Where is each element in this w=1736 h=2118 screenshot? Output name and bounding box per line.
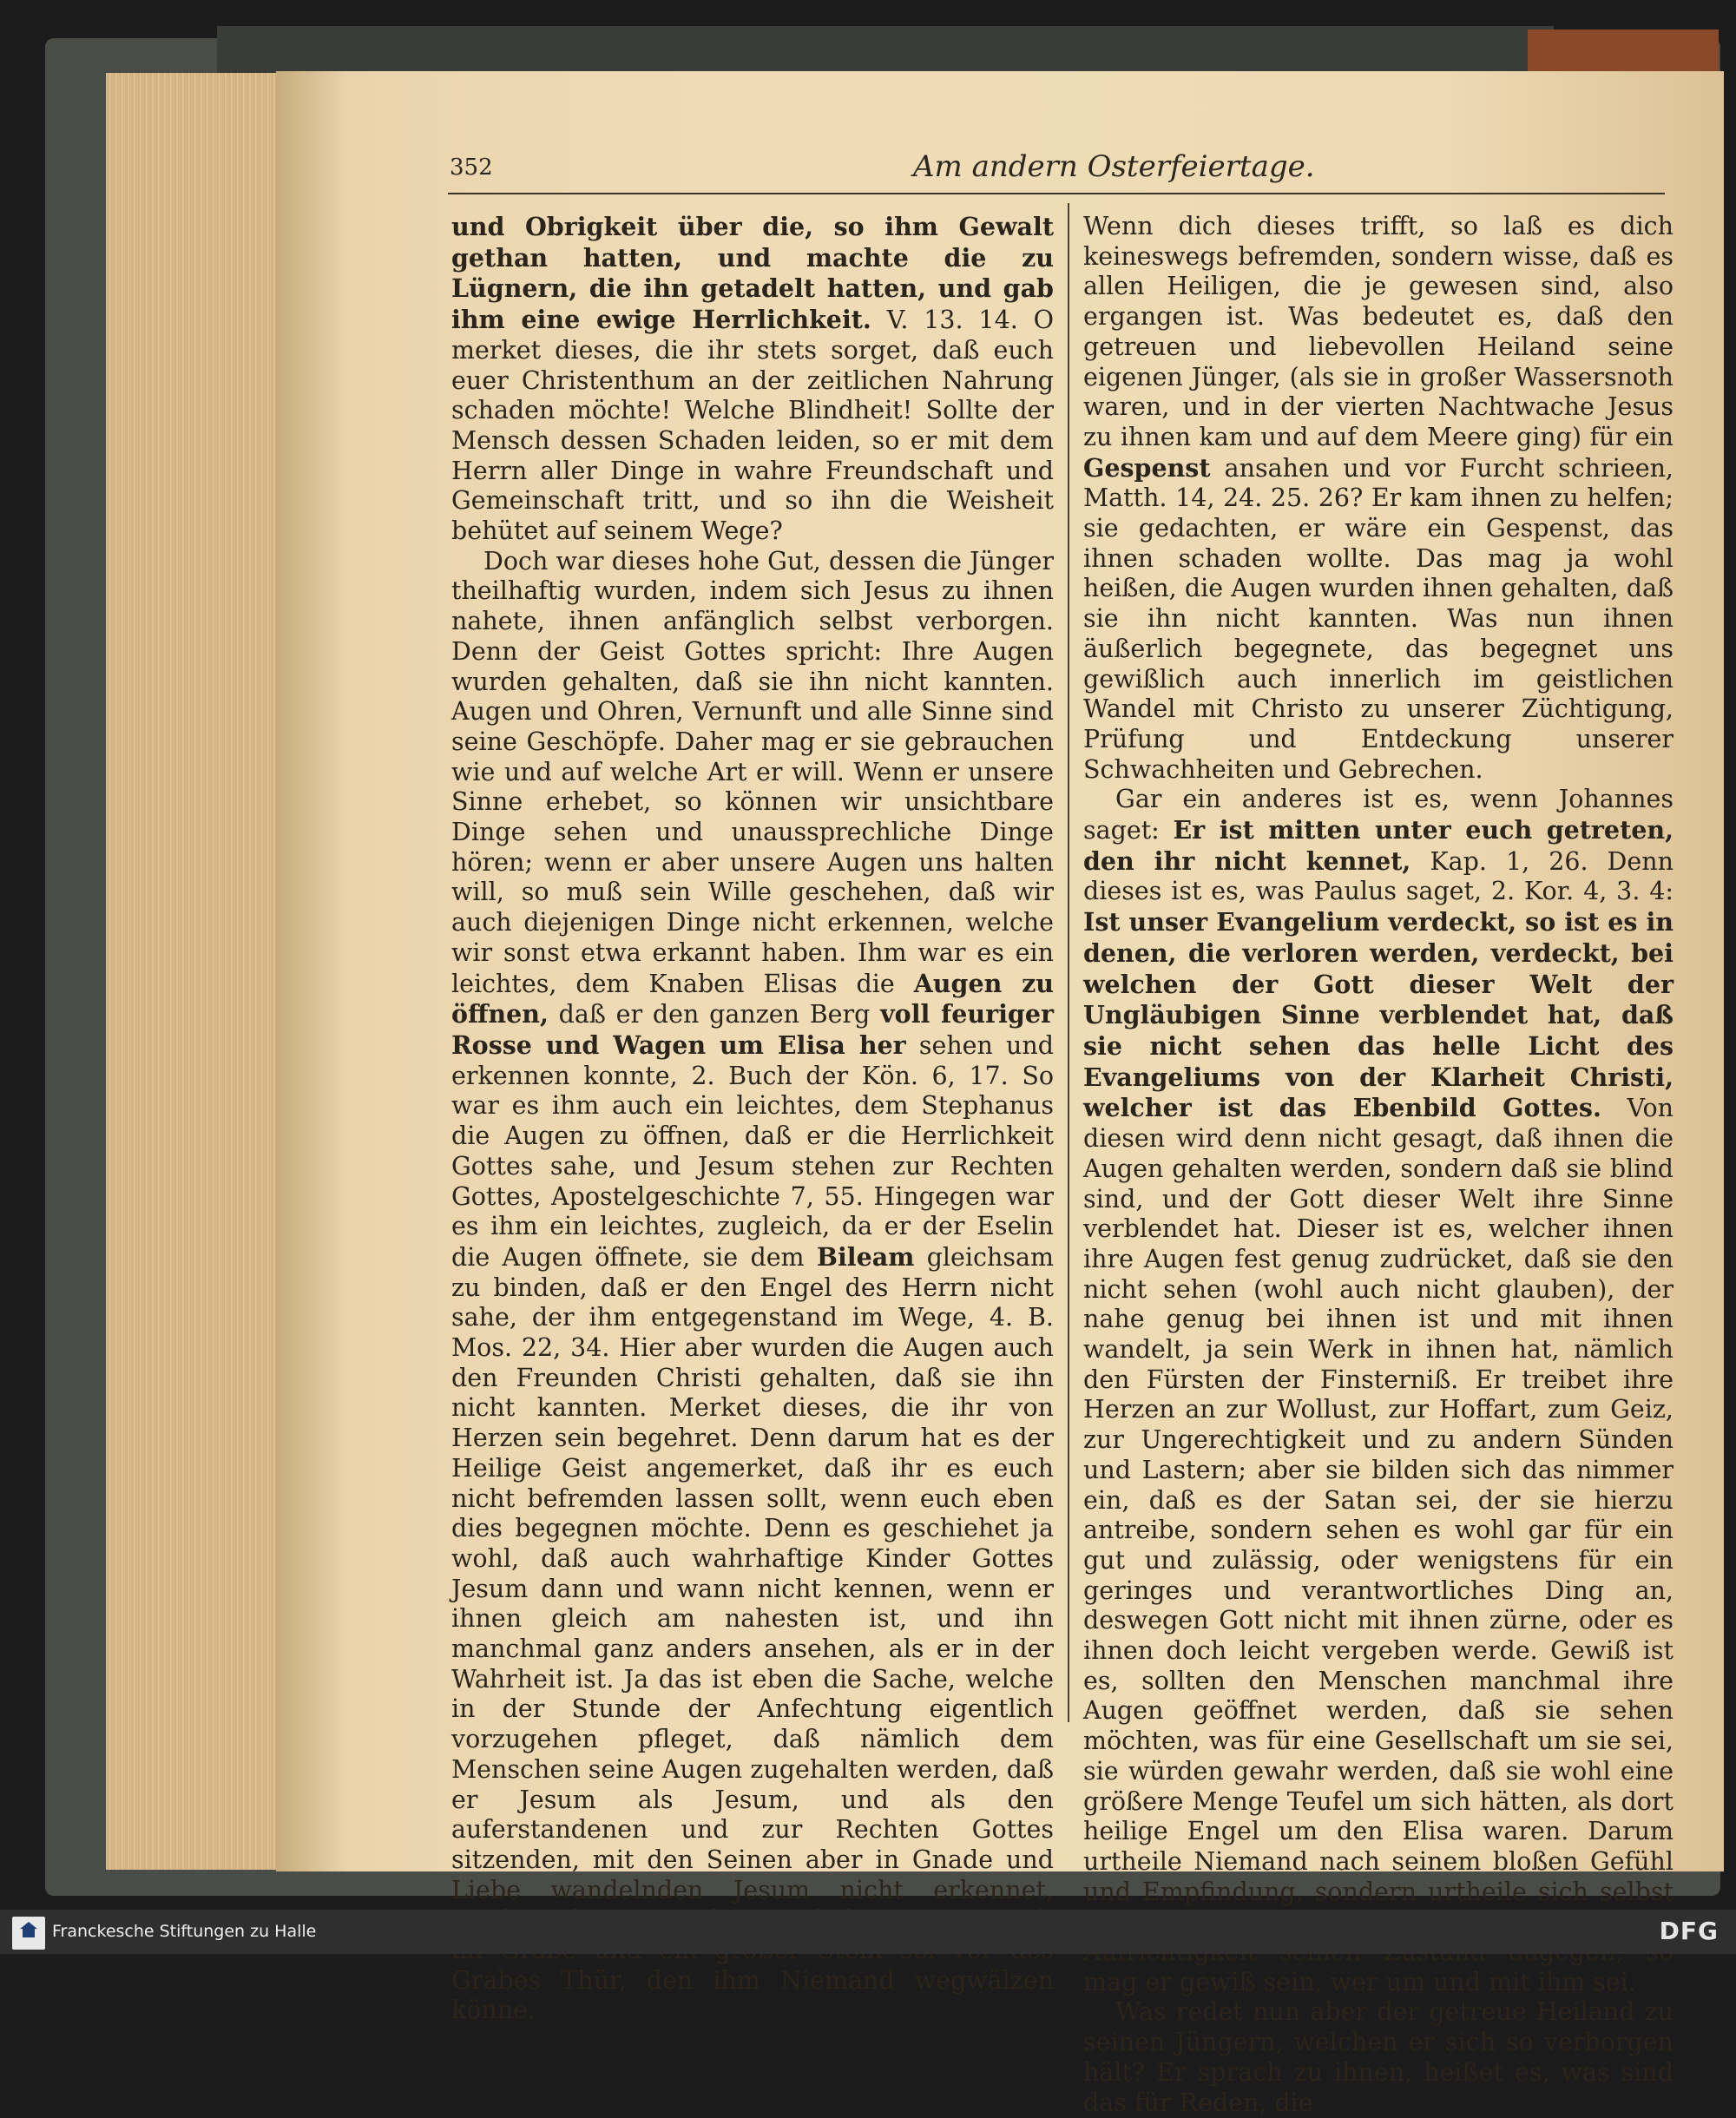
- bold-text-run: Er ist mitten unter euch getreten, den ihr nicht kennet,: [1083, 815, 1674, 876]
- text-run: ansahen und vor Furcht schrieen, Matth. 14, 24. 25. 26? Er kam ihnen zu helfen; sie gedachten, er wäre ein Gespenst, das ihnen schaden wollte. Das mag ja wohl heißen, die Augen wurden ihnen gehalten, daß sie ihn nicht kannten. Was nun ihnen äußerlich begegnete, das begegnet uns gewißlich auch innerlich im geistlichen Wandel mit Christo zu unserer Züchtigung, Prüfung und Entdeckung unserer Schwachheiten und Gebrechen.: [1083, 453, 1674, 784]
- running-head: Am andern Osterfeiertage.: [913, 149, 1315, 184]
- text-run: daß er den ganzen Berg: [548, 1000, 881, 1029]
- paragraph: [451, 212, 1054, 547]
- text-run: V. 13. 14. O merket dieses, die ihr stets sorget, daß euch euer Christenthum an der zeitlichen Nahrung schaden möchte! Welche Blindheit! Sollte der Mensch dessen Schaden leiden, so er mit dem Herrn aller Dinge in wahre Freundschaft und Gemeinschaft tritt, und so ihn die Weisheit behütet auf seinem Wege?: [451, 306, 1054, 546]
- left-text-column: [451, 212, 1054, 2026]
- column-divider: [1068, 203, 1069, 1722]
- bold-text-run: Gespenst: [1083, 452, 1211, 483]
- bold-text-run: Ist unser Evangelium verdeckt, so ist es in denen, die verloren werden, verdeckt, bei welchen der Gott dieser Welt der Ungläubigen Sinne verblendet hat, daß sie nicht sehen das helle Licht des Evangeliums von der Klarheit Christi, welcher ist das Ebenbild Gottes.: [1083, 907, 1674, 1123]
- page-header: [450, 149, 1665, 196]
- text-run: Was redet nun aber der getreue Heiland zu seinen Jüngern, welchen er sich so verborgen hält? Er sprach zu ihnen, heißet es, was sind das für Reden, die: [1083, 1997, 1674, 2117]
- book-spine-edge: [217, 26, 1554, 76]
- text-run: Wenn dich dieses trifft, so laß es dich keineswegs befremden, sondern wisse, daß es allen Heiligen, die je gewesen sind, also ergangen ist. Was bedeutet es, daß den getreuen und liebevollen Heiland seine eigenen Jünger, (als sie in großer Wassersnoth waren, und in der vierten Nachtwache Jesus zu ihnen kam und auf dem Meere ging) für ein: [1083, 212, 1674, 451]
- bold-text-run: und Obrigkeit über die, so ihm Gewalt gethan hatten, und machte die zu Lügnern, die ihn getadelt hatten, und gab ihm eine ewige Herrlichkeit.: [451, 212, 1054, 335]
- text-run: sehen und erkennen konnte, 2. Buch der Kön. 6, 17. So war es ihm auch ein leichtes, dem Stephanus die Augen zu öffnen, daß er die Herrlichkeit Gottes sahe, und Jesum stehen zur Rechten Gottes, Apostelgeschichte 7, 55. Hingegen war es ihm ein leichtes, zugleich, da er der Eselin die Augen öffnete, sie dem: [451, 1030, 1054, 1272]
- institution-name: Franckesche Stiftungen zu Halle: [52, 1922, 317, 1941]
- paragraph: [1083, 1997, 1674, 2118]
- institution-logo-icon: [12, 1917, 45, 1950]
- bold-text-run: Augen zu öffnen,: [451, 968, 1054, 1029]
- right-text-column: [1083, 212, 1674, 2118]
- viewer-footer-bar: [0, 1910, 1736, 1954]
- header-rule: [448, 193, 1665, 194]
- text-run: gleichsam zu binden, daß er den Engel des Herrn nicht sahe, der ihm entgegenstand im Wege, 4. B. Mos. 22, 34. Hier aber wurden die Augen auch den Freunden Christi gehalten, daß sie ihn nicht kannten. Merket dieses, die ihr von Herzen sein begehret. Denn darum hat es der Heilige Geist angemerket, daß ihr es euch nicht befremden lassen sollt, wenn euch eben dies begegnen möchte. Denn es geschiehet ja wohl, daß auch wahrhaftige Kinder Gottes Jesum dann und wann nicht kennen, wenn er ihnen gleich am nahesten ist, und ihn manchmal ganz anders ansehen, als er in der Wahrheit ist. Ja das ist eben die Sache, welche in der Stunde der Anfechtung eigentlich vorzugehen pfleget, daß nämlich dem Menschen seine Augen zugehalten werden, daß er Jesum als Jesum, und als den auferstandenen und zur Rechten Gottes sitzenden, mit den Seinen aber in Gnade und Liebe wandelnden Jesum nicht erkennet, Grabes Thür, den ihm Niemand wegwälzen könne.: [451, 1242, 1054, 2025]
- dfg-logo: DFG: [1659, 1917, 1719, 1945]
- paragraph: [1083, 212, 1674, 785]
- paragraph: [451, 547, 1054, 2026]
- bold-text-run: voll feuriger Rosse und Wagen um Elisa her: [451, 999, 1054, 1060]
- page-number: 352: [450, 155, 493, 181]
- paragraph: [1083, 785, 1674, 1997]
- text-run: Gar ein anderes ist es, wenn Johannes saget:: [1083, 785, 1674, 845]
- text-run: Doch war dieses hohe Gut, dessen die Jünger theilhaftig wurden, indem sich Jesus zu ihnen nahete, ihnen anfänglich selbst verborgen. Denn der Geist Gottes spricht: Ihre Augen wurden gehalten, daß sie ihn nicht kannten. Augen und Ohren, Vernunft und alle Sinne sind seine Geschöpfe. Daher mag er sie gebrauchen wie und auf welche Art er will. Wenn er unsere Sinne erhebet, so können wir unsichtbare Dinge sehen und unaussprechliche Dinge hören; wenn er aber unsere Augen uns halten will, so muß sein Wille geschehen, daß wir auch diejenigen Dinge nicht erkennen, welche wir sonst etwa erkannt haben. Ihm war es ein leichtes, dem Knaben Elisas die: [451, 546, 1054, 998]
- text-run: Kap. 1, 26. Denn dieses ist es, was Paulus saget, 2. Kor. 4, 3. 4:: [1083, 846, 1674, 906]
- bold-text-run: Bileam: [816, 1241, 915, 1272]
- text-run: Von diesen wird denn nicht gesagt, daß ihnen die Augen gehalten werden, sondern daß sie blind sind, und der Gott dieser Welt ihre Sinne verblendet hat. Dieser ist es, welcher ihnen ihre Augen fest genug zudrücket, daß sie den nicht sehen (wohl auch nicht glauben), der nahe genug bei ihnen ist und mit ihnen wandelt, ja sein Werk in ihnen hat, nämlich den Fürsten der Finsterniß. Er treibet ihre Herzen an zur Wollust, zur Hoffart, zum Geiz, zur Ungerechtigkeit und zu andern Sünden und Lastern; aber sie bilden sich das nimmer ein, daß es der Satan sei, der sie hierzu antreibe, sondern sehen es wohl gar für ein gut und zulässig, oder wenigstens für ein geringes und verantwortliches Ding an, deswegen Gott nicht mit ihnen zürne, oder es ihnen doch leicht vergeben werde. Gewiß ist es, sollten den Menschen manchmal ihre Augen geöffnet werden, daß sie sehen möchten, was für eine Gesellschaft um sie sei, sie würden gewahr werden, daß sie wohl eine größere Menge Teufel um sich hätten, als dort heilige Engel um den Elisa waren. Darum urtheile Niemand nach seinem bloßen Gefühl und Empfindung, sondern urtheile sich selbst mag er gewiß sein, wer um und mit ihm sei.: [1083, 1094, 1674, 1996]
